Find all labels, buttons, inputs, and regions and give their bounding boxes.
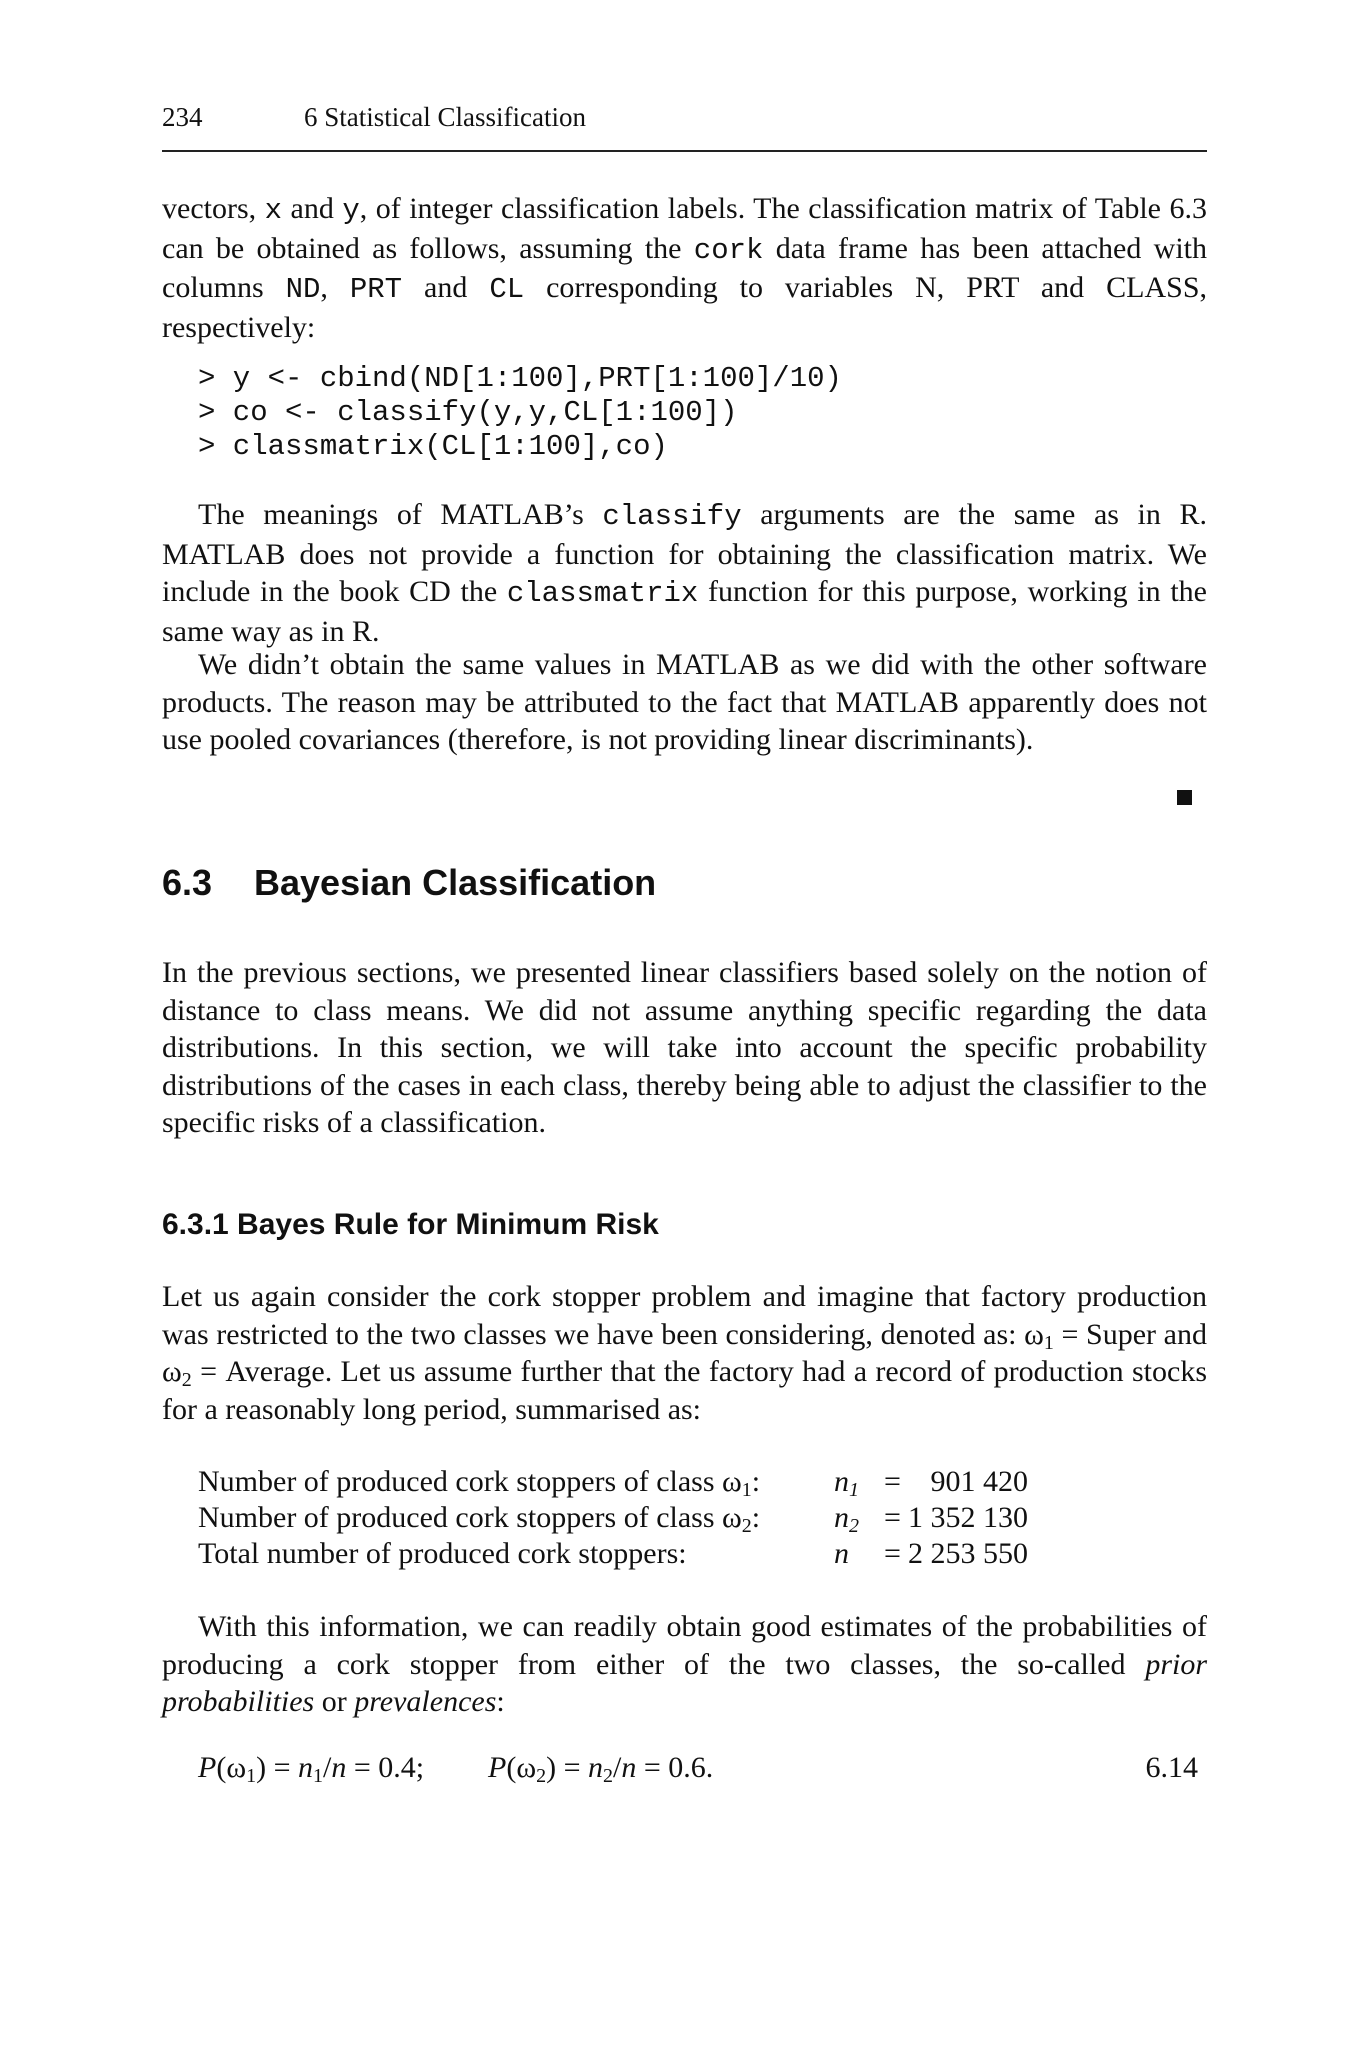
page-number: 234 [162,102,203,132]
difference-paragraph: We didn’t obtain the same values in MATLAB as we did with the other software products. The reason may be attributed to the fact that MATLAB apparently does not use pooled covariances (therefore, is not providing linear discriminants). [162,648,1207,756]
code-line: > y <- cbind(ND[1:100],PRT[1:100]/10) [198,362,842,395]
prior-paragraph: With this information, we can readily obtain good estimates of the probabilities of producing a cork stopper from either of the two classes, the so-called prior probabilities or prevalences: [162,1610,1207,1718]
cork-paragraph: Let us again consider the cork stopper problem and imagine that factory production was restricted to the two classes we have been considering, denoted as: $\omega_1$ = Super and $\omega_2$ = Average. Let us assume further that the factory had a record of production stocks for a reasonably long period, summarised as: [162,1280,1207,1426]
code-block [198,362,842,464]
equation-prior-1: $P(\omega_1) = n_1/n = 0.4$; [198,1751,425,1787]
running-head [162,98,1207,152]
intro-paragraph: vectors, x and y, of integer classification labels. The classification matrix of Table 6.3 can be obtained as follows, assuming the cork data frame has been attached with columns ND, PRT and CL corresponding to variables N, PRT and CLASS, respectively: [162,192,1207,344]
table-row: Number of produced cork stoppers of class $\omega_1$: $n_1$ = 901 420 [198,1465,1028,1501]
matlab-paragraph: The meanings of MATLAB’s classify arguments are the same as in R. MATLAB does not provide a function for obtaining the classification matrix. We include in the book CD the classmatrix function for this purpose, working in the same way as in R. [162,498,1207,648]
section-heading [162,862,656,904]
production-stock-table [198,1464,1038,1572]
code-line: > classmatrix(CL[1:100],co) [198,430,668,463]
subsection-heading: 6.3.1 Bayes Rule for Minimum Risk [162,1208,659,1241]
section-paragraph: In the previous sections, we presented linear classifiers based solely on the notion of distance to class means. We did not assume anything specific regarding the data distributions. In this section, we will take into account the specific probability distributions of the cases in each class, thereby being able to adjust the classifier to the specific risks of a classification. [162,956,1207,1139]
table-row: Number of produced cork stoppers of class $\omega_2$: $n_2$ = 1 352 130 [198,1501,1028,1537]
table-row: Total number of produced cork stoppers: n = 2 253 550 [198,1537,1028,1570]
equation-number: 6.14 [1145,1751,1198,1784]
end-of-example-mark [1177,790,1192,805]
code-line: > co <- classify(y,y,CL[1:100]) [198,396,738,429]
section-title: Bayesian Classification [254,862,657,903]
chapter-title: 6 Statistical Classification [304,102,586,132]
equation-6-14 [198,1748,1198,1788]
equation-prior-2: $P(\omega_2) = n_2/n = 0.6$. [488,1751,714,1787]
section-number: 6.3 [162,862,213,903]
